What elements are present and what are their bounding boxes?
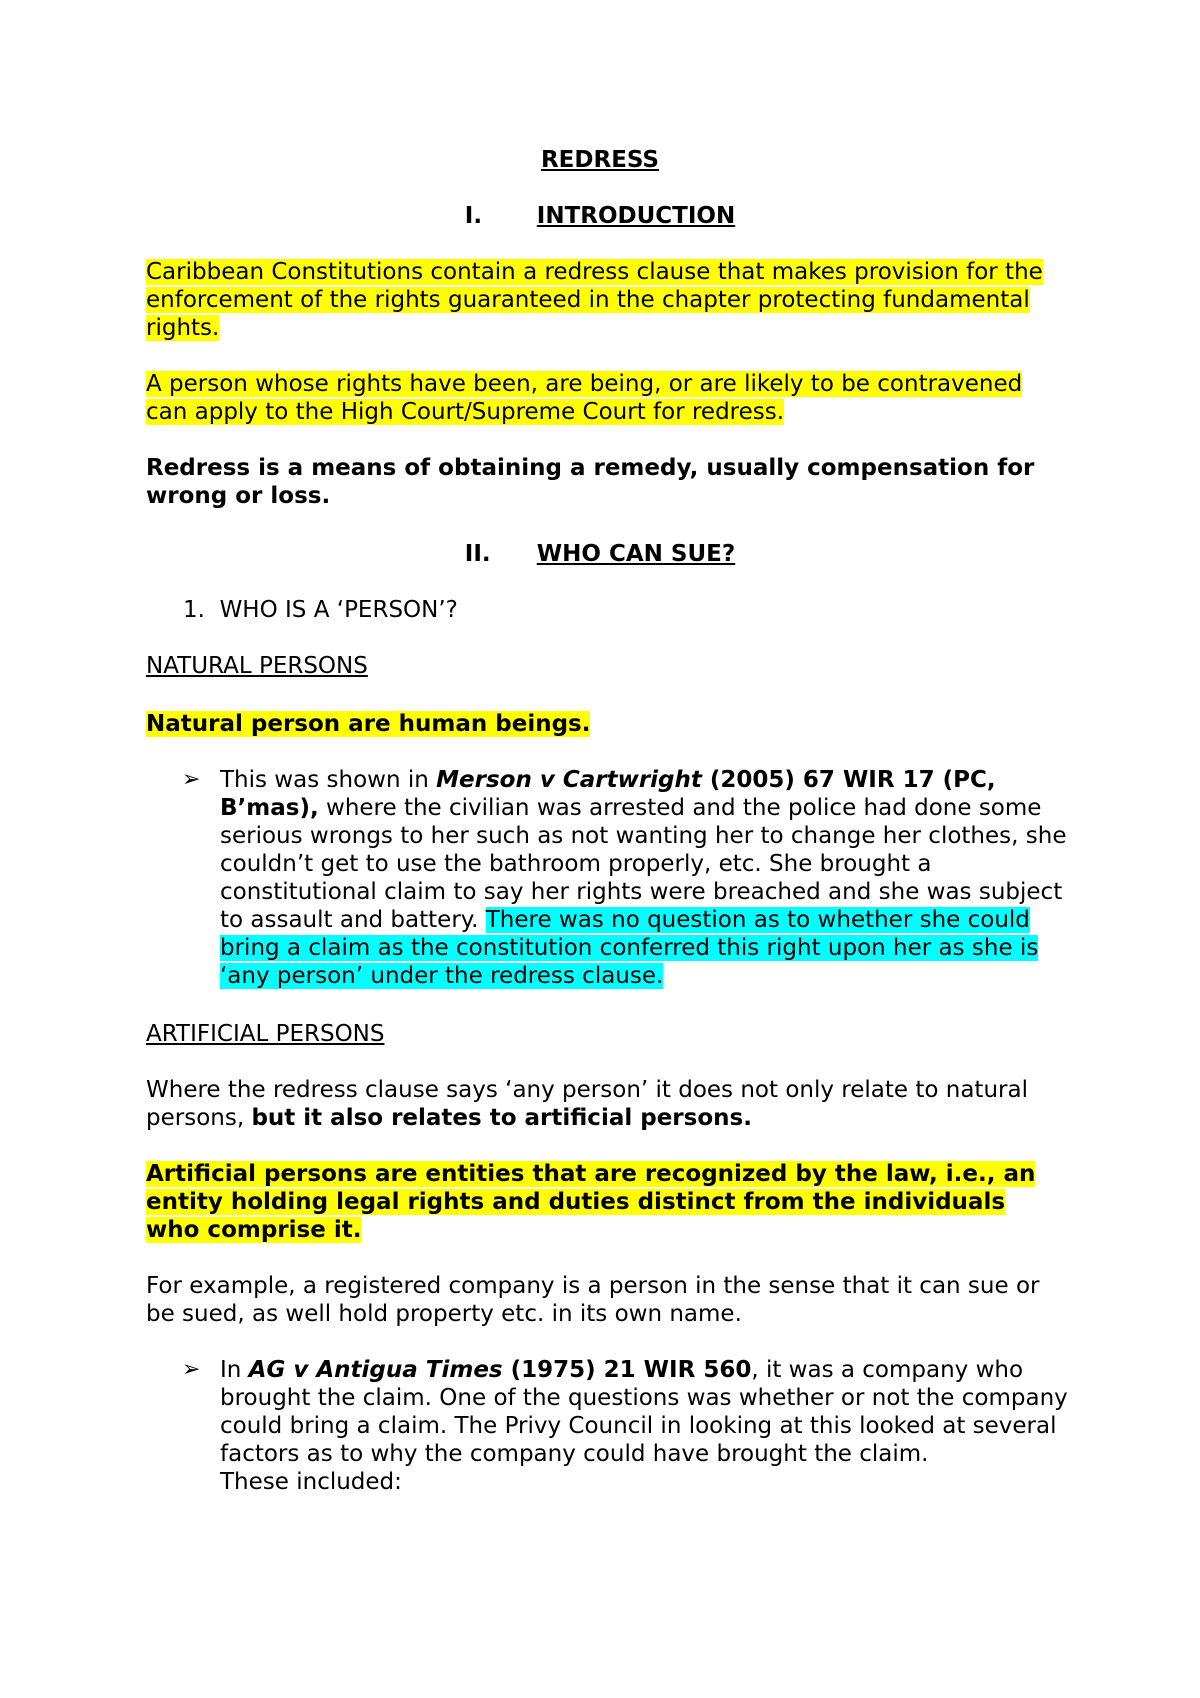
text-run: In (220, 1357, 249, 1383)
text-run: Where the redress clause says ‘any person’ it does not only relate to natural persons, (146, 1077, 1028, 1131)
subheading-artificial-persons: ARTIFICIAL PERSONS (146, 1021, 385, 1047)
section-numeral: II. (464, 541, 491, 567)
case-citation: (1975) 21 WIR 560 (502, 1357, 752, 1383)
artificial-paragraph-1 (146, 1076, 1066, 1132)
subheading-natural-persons: NATURAL PERSONS (146, 653, 368, 679)
bullet-merson-v-cartwright (146, 766, 1076, 990)
bullet-ag-v-antigua-times (146, 1356, 1076, 1496)
natural-person-definition (146, 710, 1066, 738)
case-citation: (2005) 67 WIR 17 (PC, B’mas), (220, 767, 996, 821)
bullet-text (220, 766, 1076, 990)
intro-paragraph-1 (146, 258, 1066, 342)
document-title: REDRESS (540, 147, 660, 173)
case-name: Merson v Cartwright (436, 767, 702, 793)
arrow-bullet-icon: ➢ (182, 1357, 201, 1382)
highlighted-text: There was no question as to whether she could bring a claim as the constitution conferred this right upon her as she is ‘any person’ under the redress clause. (220, 907, 1039, 989)
section-heading-who-can-sue (0, 540, 1200, 568)
bold-text: but it also relates to artificial persons. (251, 1105, 752, 1131)
section-title: INTRODUCTION (536, 203, 736, 229)
intro-paragraph-2 (146, 370, 1066, 426)
highlighted-text: Artificial persons are entities that are recognized by the law, i.e., an entity holding legal rights and duties distinct from the individuals who comprise it. (146, 1161, 1036, 1243)
section-heading-introduction (0, 202, 1200, 230)
highlighted-text: Natural person are human beings. (146, 711, 591, 737)
text-run: , it was a company who brought the claim. One of the questions was whether or not the company could bring a claim. The Privy Council in looking at this looked at several factors as to why the company could have brought the claim. (220, 1357, 1068, 1467)
text-run: These included: (220, 1469, 402, 1495)
case-name: AG v Antigua Times (248, 1357, 503, 1383)
section-numeral: I. (464, 203, 483, 229)
text-run: This was shown in (220, 767, 437, 793)
text-run: where the civilian was arrested and the police had done some serious wrongs to her such as not wanting her to change her clothes, she couldn’t get to use the bathroom properly, etc. She brought a constitutional claim to say her rights were breached and she was subject to assault and battery. (220, 795, 1067, 933)
example-paragraph: For example, a registered company is a person in the sense that it can sue or be sued, as well hold property etc. in its own name. (146, 1273, 1040, 1327)
highlighted-text: A person whose rights have been, are being, or are likely to be contravened can apply to the High Court/Supreme Court for redress. (146, 371, 1023, 425)
bullet-text (220, 1356, 1076, 1496)
arrow-bullet-icon: ➢ (182, 767, 201, 792)
section-title: WHO CAN SUE? (536, 541, 736, 567)
intro-paragraph-3: Redress is a means of obtaining a remedy, usually compensation for wrong or loss. (146, 455, 1035, 509)
artificial-person-definition (146, 1160, 1066, 1244)
highlighted-text: Caribbean Constitutions contain a redress clause that makes provision for the enforcement of the rights guaranteed in the chapter protecting fundamental rights. (146, 259, 1043, 341)
numbered-list-item: 1. WHO IS A ‘PERSON’? (183, 597, 458, 623)
